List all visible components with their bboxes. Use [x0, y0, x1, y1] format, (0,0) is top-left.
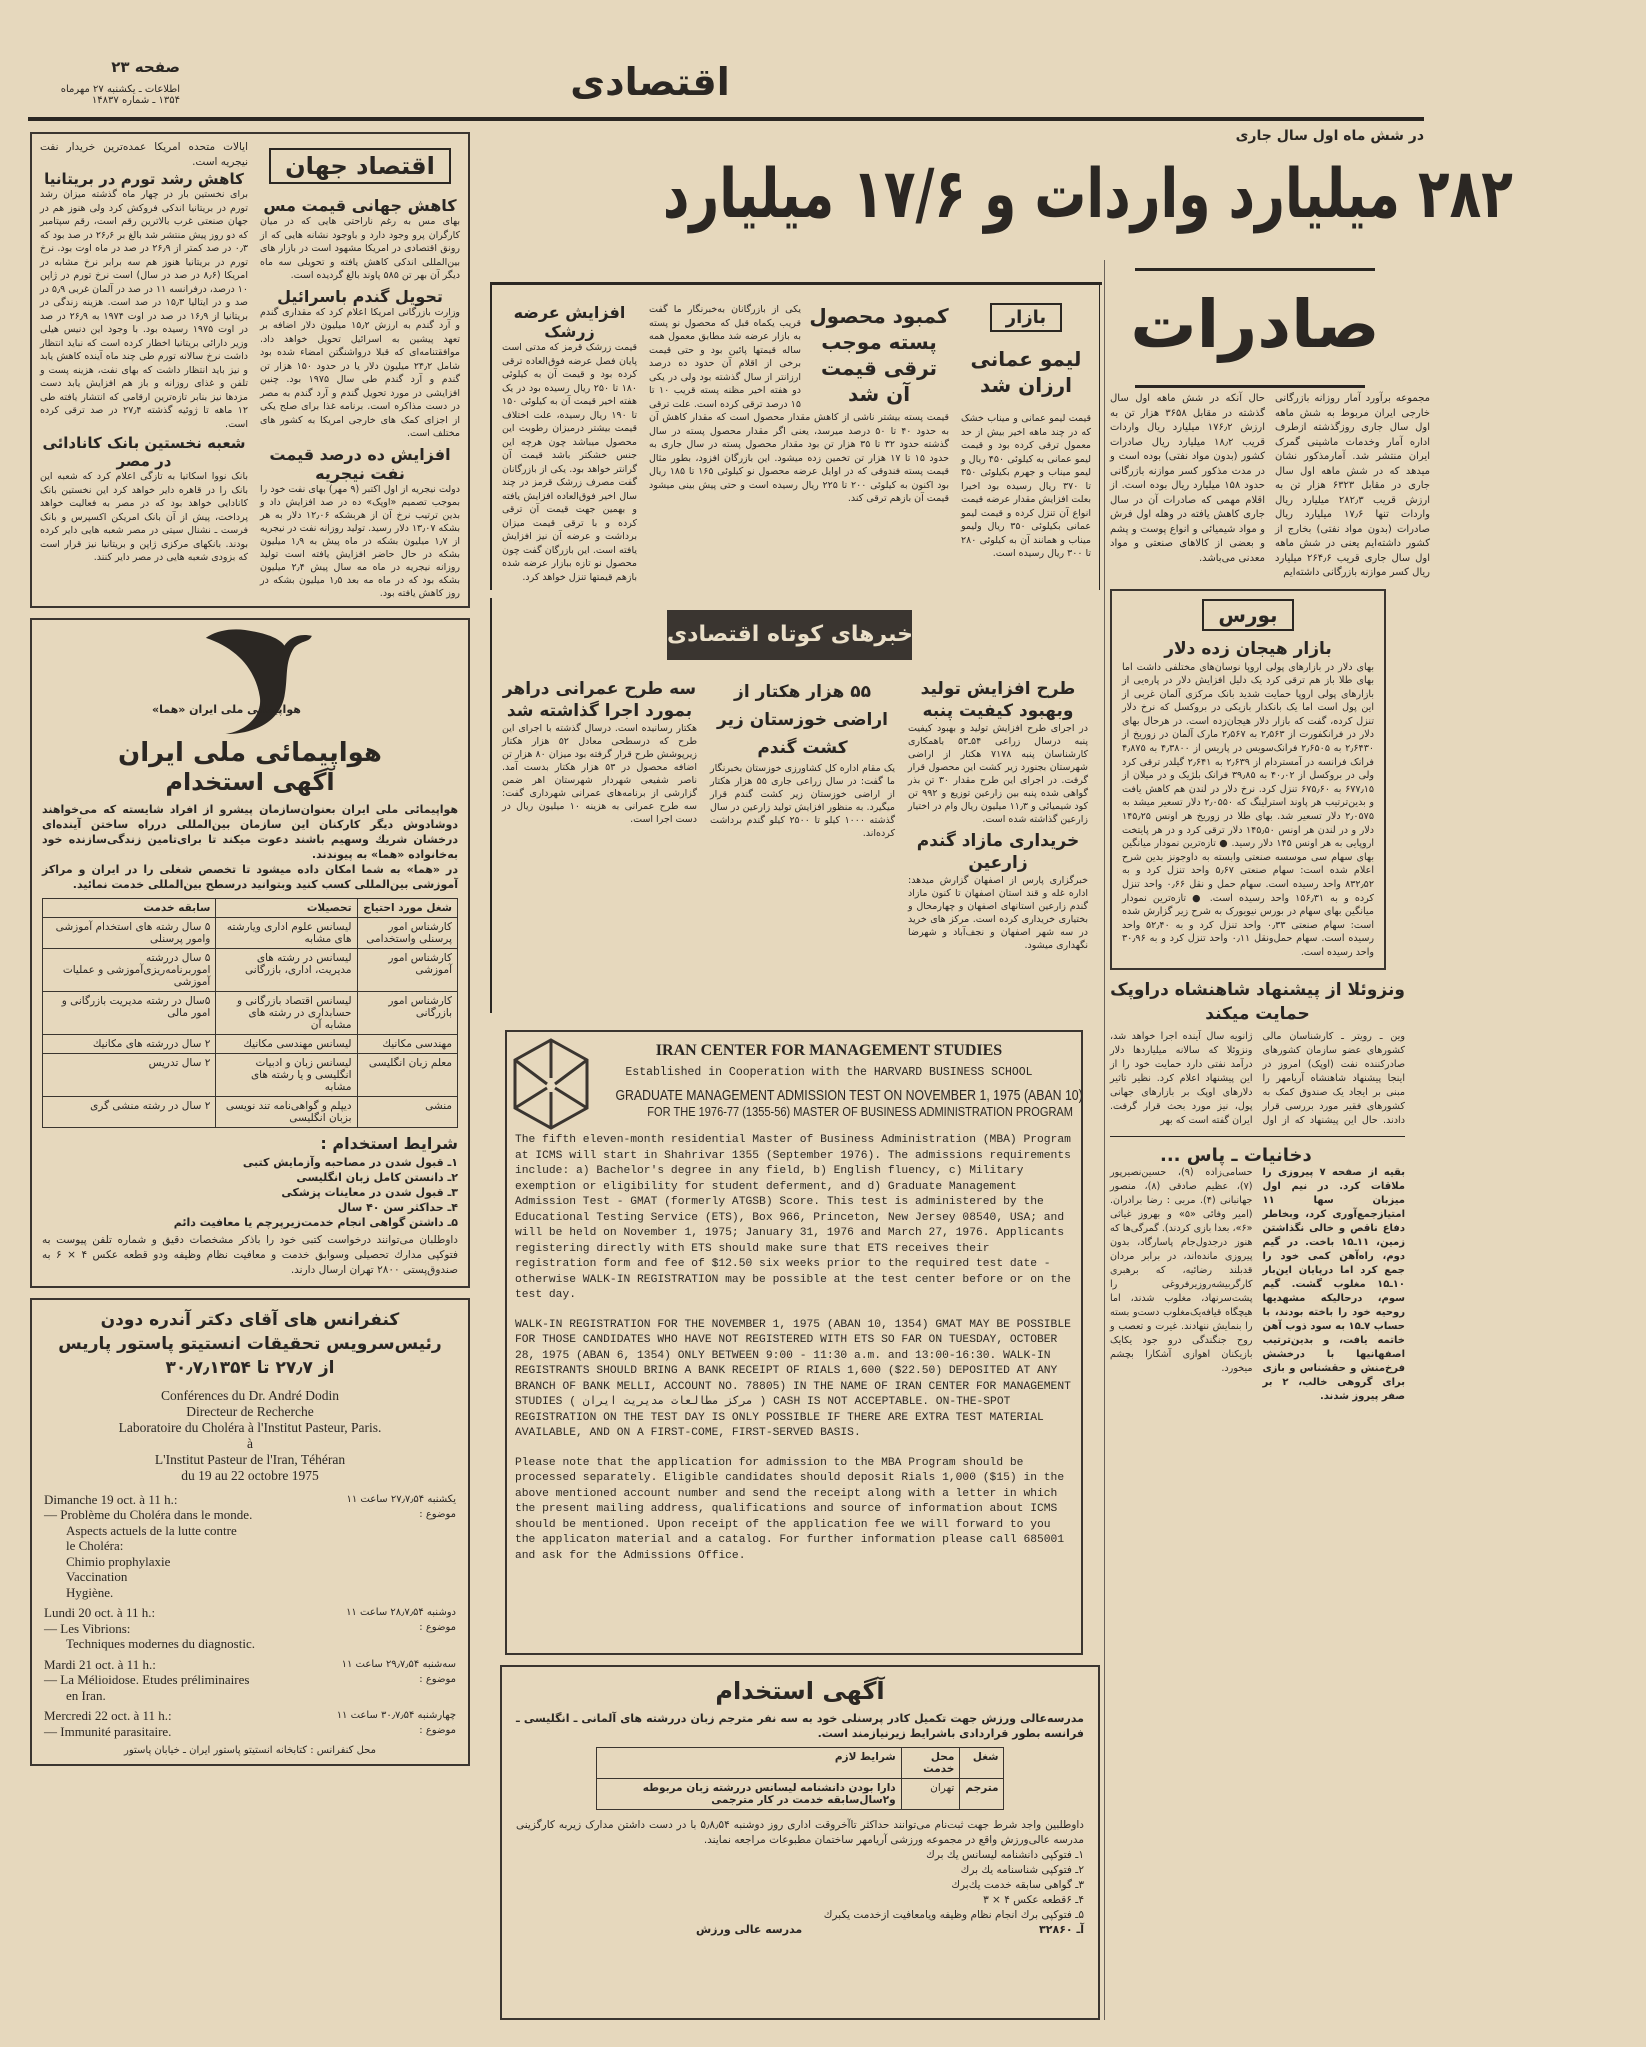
- header-line: Conférences du Dr. André Dodin: [160, 1387, 340, 1403]
- icms-paragraph: Please note that the application for admission to the MBA Program should be processed separately. Eligible candidates should deposit Rials 1,000 ($15) in the above mentioned account number and send the receipt along with a letter in which the present mailing address, qualifications and source of information about ICMS should be mentioned. Upon receipt of the application fee we will forward to you the applicaton material and a catalog. For further information please call 685001 and ask for the Admissions Office.: [515, 1456, 1065, 1562]
- column-header: شغل مورد احتیاج: [357, 898, 457, 917]
- rule: [1110, 1136, 1405, 1137]
- session-topic: — Problème du Choléra dans le monde.: [44, 1507, 253, 1522]
- bazaar-col: [961, 303, 1091, 561]
- icms-paragraph: The fifth eleven-month residential Master of Business Administration (MBA) Program at ICMS will start in Shahrivar 1355 (September 1976). The admissions requirements include: a) Bachelor's degree in any field, b) English fluency, c) Military exemption or eligibility for student deferment, and d) Graduate Management Admission Test - GMAT (formerly ATGSB) Score. This test is administered by the Educational Testing Service (ETS), Box 966, Princeton, New Jersey 08540, USA; and will be held on November 1, 1975; January 31, 1976 and March 27, 1976. Applicants registering directly with ETS should make sure that ETS receives their registration form and fee of $12.50 six weeks prior to the required test date - otherwise WALK-IN REGISTRATION may be possible at the test center before or on the test day.: [515, 1134, 1071, 1301]
- left-column: [30, 132, 470, 1766]
- article-body: بهای مس به رغم ناراحتی هایی که در میان کارگران پرو وجود دارد و باوجود نشانه هایی که از رونق اقتصادی در امریکا مشهود است در بازار های بین‌المللی اندکی کاهش یافته و تحویلی سه ماه دیگر آن بهر تن ۵۸۵ پاوند بالغ گردیده است.: [260, 216, 460, 281]
- condition: ۱ـ قبول شدن در مصاحبه وآزمایش کتبی: [242, 1155, 458, 1169]
- icms-paragraph: WALK-IN REGISTRATION FOR THE NOVEMBER 1, 1975 (ABAN 10, 1354) GMAT MAY BE POSSIBLE FOR THOSE CANDIDATES WHO HAVE NOT REGISTERED WITH ETS SO FAR ON TUESDAY, OCTOBER 28, 1975 (ABAN 6, 1354) ONLY BETWEEN 9:00 - 11:30 a.m. and 13:00-16:30. WALK-IN REGISTRANTS SHOULD BRING A BANK RECEIPT OF RIALS 1,600 ($22.50) DEPOSITED AT ANY BRANCH OF BANK MELLI, ACCOUNT NO. 78805) IN THE NAME OF IRAN CENTER FOR MANAGEMENT STUDIES ( مرکز مطالعات مدیریت ایران ) CASH IS NOT ACCEPTABLE. ON-THE-SPOT REGISTRATION ON THE TEST DAY IS ONLY POSSIBLE IF THERE ARE EXTRA TEST MATERIAL AVAILABLE, AND ON A FIRST-COME, FIRST-SERVED BASIS.: [515, 1318, 1071, 1439]
- session-topic-label: موضوع :: [419, 1673, 456, 1685]
- dateline: اطلاعات ـ یکشنبه ۲۷ مهرماه: [60, 84, 180, 95]
- article-body: ایالات متحده امریکا عمده‌ترین خریدار نفت نیجریه است.: [40, 141, 248, 168]
- column-header: سابقه خدمت: [43, 898, 216, 917]
- session-fa: [347, 1492, 457, 1601]
- ad-signature: مدرسه عالی ورزش: [696, 1923, 803, 1936]
- icms-title: IRAN CENTER FOR MANAGEMENT STUDIES: [655, 1042, 1003, 1059]
- article-body: وین ـ رویتر ـ کارشناسان مالی کشورهای عضو سازمان کشورهای صادرکننده نفت (اوپک) امروز در اینجا پیشنهاد شاهنشاه آریامهر را مبنی بر ایجاد یک صندوق کمک به کشورهای فقیر مورد بررسی قرار دادند. حال این پیشنهاد که از اول ژانویه سال آینده اجرا خواهد شد، ونزوئلا که سالانه میلیاردها دلار درآمد نفتی دارد حمایت خود را از این پیشنهاد اعلام کرد. نظیر تاثیر دلارهای اوپک بر بازارهای جهانی پول، نیز مورد بحث قرار گرفت. ایران گفته است که بهر: [1110, 1030, 1405, 1126]
- header-line: L'Institut Pasteur de l'Iran, Téhéran: [154, 1451, 346, 1467]
- article-headline: افزایش ده درصد قیمت نفت نیجریه: [269, 444, 451, 483]
- article-body: یکی از بازرگانان به‌خبرنگار ما گفت قریب یکماه قبل که محصول نو پسته به بازار عرضه شد مطابق معمول همه ساله قیمتها پائین بود و حتی قیمت برخی از اقلام آن حدود ده درصد ارزانتر از سال گذشته بود ولی در یکی دو هفته اخیر مظنه پسته قریب ۱۰ تا ۱۵ درصد ترقی کرده است. علت ترقی قیمت پسته بیشتر ناشی از کاهش مقدار محصول است که مقدار کاهش آن به حدود ۴۰ تا ۵۰ درصد میرسد، یعنی اگر مقدار محصول پسته در سال گذشته حدود ۳۲ تا ۳۵ هزار تن بود مقدار محصول پسته در سال جاری به حدود ۱۵ تا ۱۷ هزار تن تخمین زده میشود. این بازرگان افزود، بطور مثال قیمت پسته فندوقی که در اوایل عرضه محصول نو کیلوئی ۱۶۵ تا ۱۸۵ ریال بود اکنون به کیلوئی ۲۰۰ تا ۲۲۵ ریال رسیده است و حتی پیش بینی میشود قیمت آن بازهم ترقی کند.: [649, 304, 950, 504]
- cell: ۵ سال رشته های استخدام آموزشی وامور پرسنلی: [43, 917, 216, 948]
- cell: ۲ سال در رشته منشی گری: [43, 1096, 216, 1127]
- condition: ۳ـ قبول شدن در معاینات پزشکی: [281, 1185, 458, 1199]
- session-day-fa: دوشنبه ۲۸٫۷٫۵۴ ساعت ۱۱: [346, 1607, 456, 1618]
- world-col-left: [40, 140, 248, 600]
- header-line: Laboratoire du Choléra à l'Institut Pasteur, Paris.: [118, 1419, 382, 1435]
- bazaar-col: [502, 303, 637, 584]
- icms-headline: FOR THE 1976-77 (1355-56) MASTER OF BUSINESS ADMINISTRATION PROGRAM: [647, 1104, 1073, 1119]
- session-day: Lundi 20 oct. à 11 h.:: [44, 1605, 156, 1620]
- rule: [1135, 268, 1375, 271]
- document-item: ۴ـ ۶قطعه عکس ۴ × ۳: [983, 1894, 1084, 1906]
- right-column: [1110, 392, 1430, 1404]
- cell: لیسانس علوم اداری ویارشته های مشابه: [216, 917, 357, 948]
- venezuela-article: [1110, 978, 1405, 1128]
- lead-headline: ۲۸۲ میلیارد واردات و ۱۷/۶ میلیارد: [662, 155, 1513, 234]
- condition: ۴ـ حداکثر سن ۴۰ سال: [337, 1200, 458, 1214]
- session-day-fa: یکشنبه ۲۷٫۷٫۵۴ ساعت ۱۱: [346, 1493, 456, 1505]
- session-topic: en Iran.: [66, 1687, 106, 1703]
- article-headline: شعبه نخستین بانک کانادائی در مصر: [42, 434, 246, 470]
- jobs-table: [42, 898, 458, 1128]
- column-divider: [1104, 260, 1105, 2020]
- article-body: در اجرای طرح افزایش تولید و بهبود کیفیت پنبه درسال زراعی ۵۴ـ۵۳ باهمکاری کارشناسان پنبه ۷۱۷۸ هکتار از اراضی شهرستان بجنورد زیر کشت این محصول قرار گرفت. در اجرای این طرح مقدار ۳۰ تن بذر گواهی شده پنبه بین زارعین توزیع و ۹۹۲ تن کود شیمیائی و ۱۱٫۳ میلیون ریال وام در اختیار زارعین گذاشته شده است.: [908, 723, 1089, 825]
- article-body: دولت نیجریه از اول اکتبر (۹ مهر) بهای نفت خود را بموجب تصمیم «اوپک» ده در صد افزایش داد و بدین ترتیب نرخ آن از هربشکه ۱۲٫۰۶ دلار به هر بشکه ۱۳٫۰۷ دلار رسید. تولید روزانه نفت در نیجریه از ۱٫۷ میلیون بشکه در ماه پیش به ۱٫۹ میلیون بشکه در حال حاضر افزایش یافته است تولید روزانه نیجریه در ماه مه سال پیش ۲٫۴ میلیون بشکه بود که در ماه مه بعد ۱٫۵ میلیون بشکه در روز کاهش یافته بود.: [260, 483, 461, 599]
- session-item: [44, 1708, 456, 1739]
- session-item: [44, 1605, 456, 1652]
- icms-logo-icon: [513, 1038, 589, 1130]
- ad-note: داوطلبین واجد شرط جهت ثبت‌نام می‌توانند حداکثر تاآخروقت اداری روز دوشنبه ۵٫۸٫۵۴ با در دست داشتن مدارک زیربه کارگزینی مدرسه عالی‌ورزش واقع در مجموعه ورزشی آریامهر ساختمان مطبوعات مراجعه نمایند.: [516, 1819, 1084, 1846]
- short-news-label: خبرهای کوتاه اقتصادی: [667, 610, 912, 660]
- ad-intro: مدرسه‌عالی ورزش جهت تکمیل کادر پرسنلی خود به سه نفر مترجم زبان دررشته های آلمانی ـ انگلیسی ـ فرانسه بطور قراردادی باشرایط زیرنیازمند است.: [516, 1712, 1084, 1740]
- sport-college-ad: [500, 1665, 1100, 2020]
- lead-headline-wrap: [530, 150, 1513, 242]
- session-day-fa: چهارشنبه ۳۰٫۷٫۵۴ ساعت ۱۱: [336, 1710, 456, 1721]
- rule: [1135, 385, 1365, 388]
- bourse-label: بورس: [1202, 599, 1293, 631]
- header-line: du 19 au 22 octobre 1975: [181, 1467, 319, 1483]
- article-headline: کاهش جهانی قیمت مس: [263, 196, 457, 215]
- article-body: قیمت لیمو عمانی و میناب خشک که در چند ماهه اخیر بیش از حد معمول ترقی کرده بود و قیمت لیمو عمانی به کیلوئی ۴۵۰ ریال و لیمو میناب و جهرم بکیلوئی ۳۵۰ تا ۳۷۰ ریال رسیده بود اخیرا بعلت افزایش مقدار عرضه قیمت انواع آن تنزل کرده و قیمت لیمو عمانی بکیلوئی ۳۵۰ ریال ولیمو میناب و همانند آن به کیلوئی ۲۸۰ تا ۳۰۰ ریال رسیده است.: [960, 413, 1092, 559]
- session-item: [44, 1492, 456, 1601]
- article-headline: سه طرح عمرانی دراهر بمورد اجرا گذاشته شد: [502, 679, 697, 721]
- conditions-list: [42, 1155, 458, 1230]
- section-masthead: اقتصادی: [570, 60, 730, 104]
- sessions-list: [44, 1492, 456, 1740]
- bazaar-col: [649, 303, 949, 506]
- session-topic-label: موضوع :: [419, 1725, 456, 1736]
- article-headline: طرح افزایش تولید وبهبود کیفیت پنبه: [920, 679, 1076, 721]
- table-row: [43, 948, 458, 991]
- article-body: قیمت زرشک قرمز که مدتی است پایان فصل عرضه فوق‌العاده ترقی کرده بود و قیمت آن به کیلوئی ۱۸۰ تا ۲۵۰ ریال رسیده بود در یک هفته اخیر قیمت آن به کیلوئی ۱۵۰ تا ۱۹۰ ریال رسیده، علت اختلاف قیمت بیشتر درمیزان رطوبت این محصول میباشد چون هرچه این جنس خشکتر باشد قیمت آن گرانتر خواهد بود. یکی از بازرگانان گفت مصرف زرشک قرمز در چند سال اخیر فوق‌العاده افزایش یافته و بهمین جهت قیمت آن ترقی کرده و با ترقی قیمت میزان برداشت و عرضه آن نیز افزایش یافته است. این بازرگان گفت چون محصول نو تازه ببازار عرضه شده بازهم قیمتها تنزل خواهد کرد.: [502, 342, 637, 583]
- table-row: [43, 1096, 458, 1127]
- logo-text: هواپیمائی ملی ایران «هما»: [152, 702, 301, 716]
- title-line: کنفرانس های آقای دکتر آندره دودن: [100, 1309, 400, 1330]
- session-fr: [44, 1492, 252, 1601]
- article-body: وزارت بازرگانی امریکا اعلام کرد که مقداری گندم و آرد گندم به ارزش ۱۵٫۲ میلیون دلار اضافه بر تعهد پیشین به اسرائیل تحویل خواهد داد. موافقتنامه‌ای که قبلا درواشنگتن امضاء شده بود شامل ۲۴٫۲ میلیون دلار یا در حدود ۱۵۰ هزار تن گندم و آرد گندم طی سال ۱۹۷۵ بود. چنین افزایشی در مورد تحویل گندم و آرد گندم به مصر در دست مذاکره است. برنامه غذا برای صلح یکی از اجزای کمک های خارجی امریکا به کشور های مختلف است.: [260, 306, 460, 439]
- column-header: محل خدمت: [901, 1748, 960, 1779]
- cell: لیسانس زبان و ادبیات انگلیسی و یا رشته های مشابه: [216, 1053, 357, 1096]
- homa-logo: [42, 628, 458, 738]
- cell: منشی: [357, 1096, 457, 1127]
- session-topic-label: موضوع :: [419, 1508, 456, 1520]
- cell: ۵سال در رشته مدیریت بازرگانی و امور مالی: [43, 991, 216, 1034]
- header-line: à: [247, 1435, 253, 1451]
- table-row: [43, 991, 458, 1034]
- table-row: [43, 1053, 458, 1096]
- article-headline: خریداری مازاد گندم زارعین: [916, 831, 1080, 873]
- cell: دیپلم و گواهی‌نامه تند نویسی بزبان انگلیسی: [216, 1096, 357, 1127]
- condition: ۲ـ دانستن کامل زبان انگلیسی: [296, 1170, 458, 1184]
- session-topic-label: موضوع :: [419, 1622, 456, 1633]
- bazaar-section: [490, 285, 1100, 590]
- cell: کارشناس امور آموزشی: [357, 948, 457, 991]
- conference-fr-header: [44, 1388, 456, 1484]
- icms-ad: [505, 1030, 1083, 1655]
- article-body: خبرگزاری پارس از اصفهان گزارش میدهد: اداره غله و قند استان اصفهان تا کنون مازاد گندم زارعین استانهای اصفهان و چهارمحال و بختیاری خریداری کرده است. مرکز های خرید در سه شهر اصفهان و نجف‌آباد و شهرضا نگهداری میشود.: [908, 875, 1088, 951]
- condition: ۵ـ داشتن گواهی انجام خدمت‌زیر‌پرچم یا معافیت دائم: [173, 1215, 458, 1229]
- ad-intro: در «هما» به شما امکان داده میشود تا تخصص شغلی را در ایران و مراکز آموزشی بین‌المللی کسب کنید وبتوانید درسطح بین‌المللی خدمت نمائید.: [42, 862, 458, 891]
- page-number: صفحه ۲۳: [111, 58, 180, 76]
- cell: ۲ سال دررشته های مکانیك: [43, 1034, 216, 1053]
- venue: محل کنفرانس : کتابخانه انستیتو پاستور ایران ـ خیابان پاستور: [124, 1745, 376, 1756]
- article-body: حسامی‌زاده (۹)، حسین‌نصیرپور (۷)، عظیم صادقی (۸)، منصور جهانبانی (۴). مربی : رضا برادران. (امیر وفائی «۵» و بهروز غیاثی «۶»، بعدا بازی کردند). گمرگی‌ها که هنوز درجدول‌جام پاسارگاد، بدون پیروزی مانده‌اند، در برابر مردان قدبلند رضائیه، که برهبری کارگربیشه‌روزیرفروغی را پشت‌سرنهاد، مغلوب شدند، اما هیچگاه قیافه‌یک‌مغلوب دست‌و بسته را بنمایش ننهادند. غیرت و تعصب و روح جنگندگی درو جود یکایک بازیکنان اهوازی آشکارا بچشم میخورد.: [1110, 1166, 1253, 1374]
- header-rule: [28, 117, 1424, 121]
- lead-kicker: در شش ماه اول سال جاری: [1235, 128, 1424, 144]
- news-col: [908, 678, 1088, 952]
- ad-intro: هواپیمائی ملی ایران بعنوان‌سازمان پیشرو از افراد شایسته که می‌خواهند دوشادوش دیگر کارکنان این سازمان بین‌المللی درراه ساختن آینده‌ای درخشان شریك وسهیم باشند دعوت میکند تا برای‌تامین زندگی‌سازنده خود به‌خانواده «هما» به پیوندند.: [42, 802, 458, 861]
- short-news-section: [490, 598, 1100, 1013]
- document-item: ۲ـ فتوکپی شناسنامه یك برك: [960, 1864, 1084, 1876]
- session-topic: Chimio prophylaxie: [66, 1553, 171, 1569]
- cell: مهندسی مکانیك: [357, 1034, 457, 1053]
- column-header: شرایط لازم: [596, 1748, 901, 1779]
- article-body: هکتار رسانیده است. درسال گذشته با اجرای این طرح که درسطحی معادل ۵۲ هزار هکتار زیرپوشش طرح قرار گرفته بود میزان ۸۰ هزار تن اضافه محصول در ۵۳ هزار هکتار بدست آمد. ناصر شفیعی شهردار شهرستان اهر ضمن گزارشی از برنامه‌های عمرانی شهرداری گفت: سه طرح عمرانی به هزینه ۱۰ میلیون ریال در دست اجرا است.: [502, 723, 698, 825]
- sports-article: [1110, 1145, 1405, 1404]
- article-body: بقیه از صفحه ۷ پیروزی را ملاقات کرد. در نیم اول میزبان سها ۱۱ امتیازجمع‌آوری کرد، وبخاطر دفاع ناقص و خالی نگذاشتن زمین، ۱۱ـ۱۵ باخت. در گیم دوم، راه‌آهن کمی خود را جمع کرد اما درپایان این‌بار ۱۰ـ۱۵ مغلوب گشت. گیم سوم، درحالیکه مشهدیها روحیه خود را باخته بودند، با حساب ۷ـ۱۵ به سود ذوب آهن خاتمه یافت، و بدین‌ترتیب اصفهانیها با درخشش فرخ‌منش و حقشناس و بازی برای گروهی خالب، ۲ بر صفر پیروز شدند.: [1262, 1166, 1406, 1402]
- conditions-title: شرایط استخدام :: [320, 1133, 458, 1153]
- cell: ۵ سال دررشته اموربرنامه‌ریزی‌آموزشی و عملیات آموزشی: [43, 948, 216, 991]
- table-row: [43, 917, 458, 948]
- session-topic: Techniques modernes du diagnostic.: [66, 1636, 255, 1651]
- homa-bird-icon: [185, 628, 315, 736]
- news-col: [710, 678, 895, 840]
- article-body: یک مقام اداره کل کشاورزی خوزستان بخبرنگار ما گفت: در سال زراعی جاری ۵۵ هزار هکتار از اراضی خوزستان زیر کشت گندم قرار میگیرد. به منظور افزایش تولید زارعین در سال گذشته ۱۰۰۰ کیلو تا ۲۵۰۰ کیلو گندم برداشت کرده‌اند.: [710, 763, 895, 839]
- document-item: ۵ـ فتوکپی برك انجام نظام وظیفه ویامعافیت ازخدمت یکبرك: [823, 1909, 1084, 1921]
- cell: لیسانس اقتصاد بازرگانی و حسابداری در رشته های مشابه آن: [216, 991, 357, 1034]
- session-topic: le Choléra:: [66, 1538, 124, 1553]
- lead-body-columns: [1110, 392, 1430, 581]
- session-topic: Vaccination: [66, 1569, 128, 1584]
- session-fr: [44, 1605, 255, 1652]
- page-info: [30, 58, 180, 106]
- table-row: [43, 1034, 458, 1053]
- document-item: ۱ـ فتوکپی دانشنامه لیسانس یك برك: [926, 1849, 1084, 1861]
- iranair-ad: [30, 618, 470, 1288]
- session-topic: Aspects actuels de la lutte contre: [66, 1522, 237, 1538]
- cell: کارشناس امور بازرگانی: [357, 991, 457, 1034]
- ad-footer: داوطلبان می‌توانند درخواست کتبی خود را باذکر مشخصات دقیق و شماره تلفن پیوست به فتوکپی مدارك تحصیلی وسوابق خدمت و معافیت نظام وظیفه ودو قطعه عکس ۴ × ۶ به صندوق‌پستی ۲۸۰۰ تهران ارسال دارند.: [42, 1233, 458, 1276]
- article-headline: ۵۵ هزار هکتار از اراضی خوزستان زیر کشت گندم: [717, 682, 888, 758]
- session-item: [44, 1657, 456, 1704]
- session-fa: [337, 1708, 456, 1739]
- lead-headline-exports: صادرات: [1130, 286, 1380, 363]
- world-economy-section: [30, 132, 470, 608]
- article-headline: کمبود محصول پسته موجب ترقی قیمت آن شد: [809, 304, 949, 406]
- article-headline: افزایش عرضه زرشک: [513, 303, 626, 341]
- article-headline: لیمو عمانی ارزان شد: [970, 347, 1082, 397]
- bazaar-label: بازار: [990, 303, 1062, 332]
- cell: ۲ سال تدریس: [43, 1053, 216, 1096]
- column-header: شغل: [960, 1748, 1004, 1779]
- session-fa: [342, 1657, 456, 1704]
- article-body: بهای دلار در بازارهای پولی اروپا نوسان‌های مختلفی داشت اما بهای طلا باز هم ترقی کرد یک دلیل افزایش دلار در پاره‌یی از بازارهای پولی اروپا حمایت شدید بانک مرکزی آلمان غربی از این پول است اما یک بانکدار بازیکی در بروکسل که نرخ دلار تنزل کرده، گفت که بازار دلار هیجان‌زده است. در هرحال بهای دلار در فرانکفورت از ۲٫۵۶۳ به ۲٫۵۶۷ مارک آلمان در زوریخ از ۲٫۶۴۳۰ به ۲٫۶۵۰۵ فرانک‌سویس در پاریس از ۴٫۳۸۰۰ به ۴٫۸۷۵ فرانک فرانسه در آمستردام از ۲٫۶۳۹ به ۲٫۶۴۱ گیلدر ترقی کرد ولی در بروکسل از ۴۰٫۰۲ به ۳۹٫۸۵ فرانک بلژیک و در میلان از ۶۷۷٫۱۵ به ۶۷۵٫۶۰ تنزل کرد. نرخ دلار در لندن هم کاهش یافت و بدین‌ترتیب هر پاوند استرلینگ که ۲٫۰۵۵۰ دلار تسعیر میشد به ۲٫۰۵۷۵ دلار تسعیر شد. بهای طلا در زوریخ هر اونس ۱۴۵٫۲۵ دلار و در لندن هر اونس ۱۴۵٫۵۰ دلار ترقی کرد و در هر پایتخت اروپایی به هر اونس ۱۴۵ دلار رسید. ● تازه‌ترین نمودار میانگین بهای سهام سی موسسه صنعتی وابسته به داوجونز بدین شرح اعلام شده است: سهام صنعتی ۵٫۶۷ واحد تنزل کرد و به ۸۳۲٫۵۲ واحد رسیده است. سهام حمل و نقل ۰٫۶۶ واحد تنزل کرده و به ۱۵۶٫۳۱ واحد رسیده است. ● تازه‌ترین نمودار میانگین بهای سهام در بورس نیویورک به شرح زیر گزارش شده است: سهام صنعتی ۰٫۳۳ واحد تنزل کرد و به ۵۲٫۴۰ واحد رسیده است. سهام حمل‌ونقل ۰٫۱۱ واحد تنزل کرد و به ۳۰٫۹۶ واحد رسیده است.: [1122, 661, 1375, 958]
- world-col-right: [260, 140, 460, 600]
- session-topic: — Les Vibrions:: [44, 1620, 131, 1636]
- article-headline: دخانیات ـ پاس ...: [1160, 1144, 1312, 1166]
- cell: مترجم: [960, 1779, 1004, 1810]
- session-topic: — La Mélioidose. Etudes préliminaires: [44, 1672, 250, 1687]
- session-day: Mardi 21 oct. à 11 h.:: [44, 1656, 156, 1672]
- session-topic: Hygiène.: [66, 1584, 114, 1600]
- ad-code: آـ ۳۲۸۶۰: [1039, 1923, 1084, 1936]
- ad-title: هواپیمائی ملی ایران: [118, 737, 382, 768]
- session-fa: [346, 1605, 456, 1652]
- bourse-section: [1110, 589, 1386, 970]
- ad-title: آگهی استخدام: [715, 1677, 885, 1705]
- cell: لیسانس مهندسی مکانیك: [216, 1034, 357, 1053]
- cell: تهران: [901, 1779, 960, 1810]
- article-headline: تحویل گندم باسرائیل: [277, 286, 443, 306]
- title-line: از ۲۷٫۷ تا ۳۰٫۷٫۱۳۵۴: [165, 1357, 335, 1378]
- icms-subtitle: Established in Cooperation with the HARVARD BUSINESS SCHOOL: [625, 1066, 1033, 1079]
- conference-fa-title: [44, 1308, 456, 1380]
- issue-number: ۱۳۵۴ ـ شماره ۱۴۸۳۷: [91, 95, 180, 106]
- session-fr: [44, 1657, 249, 1704]
- icms-headline: GRADUATE MANAGEMENT ADMISSION TEST ON NOVEMBER 1, 1975 (ABAN 10): [615, 1087, 1083, 1104]
- header-line: Directeur de Recherche: [186, 1403, 314, 1419]
- title-line: رئیس‌سرویس تحقیقات انستیتو پاستور پاریس: [58, 1333, 442, 1354]
- article-body: برای نخستین بار در چهار ماه گذشته میزان رشد تورم در بریتانیا اندکی فروکش کرد ولی هنوز هم در جهان صنعتی غرب بالاترین رقم است، رقم سپتامبر که دو روز پیش منتشر شد بالغ بر ۲۶٫۶ در صد بود که ۰٫۳ در صد کمتر از ۲۶٫۹ در صد در ماه اوت بود. نرخ تورم در بریتانیا هنوز هم سه برابر نرخ مشابه در امریکا (۸٫۶ در صد در سال) است نرخ تورم در ژاپن ۱۰ درصد، درفرانسه ۱۱ در صد در آلمان غربی ۵٫۹ در صد و در ایتالیا ۱۵٫۳ در صد است. هزینه زندگی در بریتانیا از ۱۶٫۹ در صد در اوت ۱۹۷۴ به ۲۶٫۹ در صد در اوت ۱۹۷۵ رسیده بود. با وجود این دنیس هیلی وزیر دارائی بریتانیا اخطار کرده است که نباید انتظار داشت نرخ سالانه تورم طی چند ماه آینده کاهش یابد و نیز باید انتظار داشت که بهای نفت، هزینه پست و تلفن و غذای روزانه و باز هم افزایش یابد دست مزدها نیز بنابر تازه‌ترین ارقامی که انتشار یافته طی ۱۲ ماهه تا ژوئیه گذشته ۲۷٫۴ در صد ترقی کرده است.: [40, 189, 249, 430]
- column-header: تحصیلات: [216, 898, 357, 917]
- cell: کارشناس امور پرسنلی واستخدامی: [357, 917, 457, 948]
- article-headline: بازار هیجان زده دلار: [1164, 638, 1332, 659]
- news-col: [502, 678, 697, 826]
- session-day: Mercredi 22 oct. à 11 h.:: [44, 1708, 172, 1723]
- ad-subtitle: آگهی استخدام: [165, 767, 335, 796]
- cell: دارا بودن دانشنامه لیسانس دررشته زبان مربوطه و۲سال‌سابقه خدمت در کار مترجمی: [596, 1779, 901, 1810]
- article-headline: ونزوئلا از پیشنهاد شاهنشاه دراوپک حمایت میکند: [1110, 979, 1405, 1024]
- world-economy-label: اقتصاد جهان: [269, 148, 451, 184]
- session-day: Dimanche 19 oct. à 11 h.:: [44, 1491, 178, 1507]
- table-row: [596, 1779, 1004, 1810]
- job-table: [596, 1747, 1005, 1810]
- cell: لیسانس در رشته های مدیریت، اداری، بازرگانی: [216, 948, 357, 991]
- session-day-fa: سه‌شنبه ۲۹٫۷٫۵۴ ساعت ۱۱: [341, 1658, 456, 1670]
- document-item: ۳ـ گواهی سابقه خدمت یك‌برك: [951, 1879, 1084, 1891]
- lead-body: حال آنکه در شش ماهه اول سال گذشته در مقابل ۳۶۵۸ هزار تن به ارزش ۱۷۶٫۲ میلیارد ریال واردات قریب ۱۸٫۲ میلیارد ریال صادرات کشور (بدون مواد نفتی) بوده است و در مدت مذکور کسر موازنه بازرگانی حدود ۱۵۸ میلیارد ریال بوده است. از اقلام مهمی که صادرات آن در سال جاری کاهش یافته در وهله اول فرش و مواد شیمیائی و انواع پوست و پشم و بعضی از کالاهای صنعتی و مواد معدنی می‌باشد.: [1110, 393, 1265, 564]
- article-body: بانک نووا اسکاتیا به تازگی اعلام کرد که شعبه این بانک را در قاهره دایر خواهد کرد این نخستین بانک کانادایی خواهد بود که در مصر به فعالیت خواهد پرداخت، پیش از آن بانک امریکن اکسپرس و بانک فرست ـ نشنال سیتی در مصر شعبه هایی دایر کرده بودند. بانکهای مرکزی ژاپن و بریتانیا نیز قرار است که بزودی شعبه هایی در مصر دایر کنند.: [40, 471, 248, 563]
- lead-body: مجموعه برآورد آمار روزانه بازرگانی خارجی ایران مربوط به شش ماهه اول سال جاری روزگذشته ازطرف اداره آمار وخدمات ماشینی گمرک ایران منتشر شد. آمارمذکور نشان میدهد که در شش ماهه اول سال جاری در مقابل ۶۳۲۳ هزار تن به ارزش قریب ۲۸۲٫۳ میلیارد ریال واردات تنها ۱۷٫۶ میلیارد ریال صادرات (بدون مواد نفتی) بخارج از کشور داشته‌ایم یعنی در شش ماهه اول سال جاری قریب ۲۶۴٫۶ میلیارد ریال کسر موازنه بازرگانی داشته‌ایم: [1275, 393, 1430, 578]
- cell: معلم زبان انگلیسی: [357, 1053, 457, 1096]
- session-topic: — Immunité parasitaire.: [44, 1723, 172, 1739]
- documents-list: [516, 1848, 1084, 1923]
- pasteur-conference-ad: [30, 1298, 470, 1767]
- session-fr: [44, 1708, 172, 1739]
- article-headline: کاهش رشد تورم در بریتانیا: [44, 170, 244, 188]
